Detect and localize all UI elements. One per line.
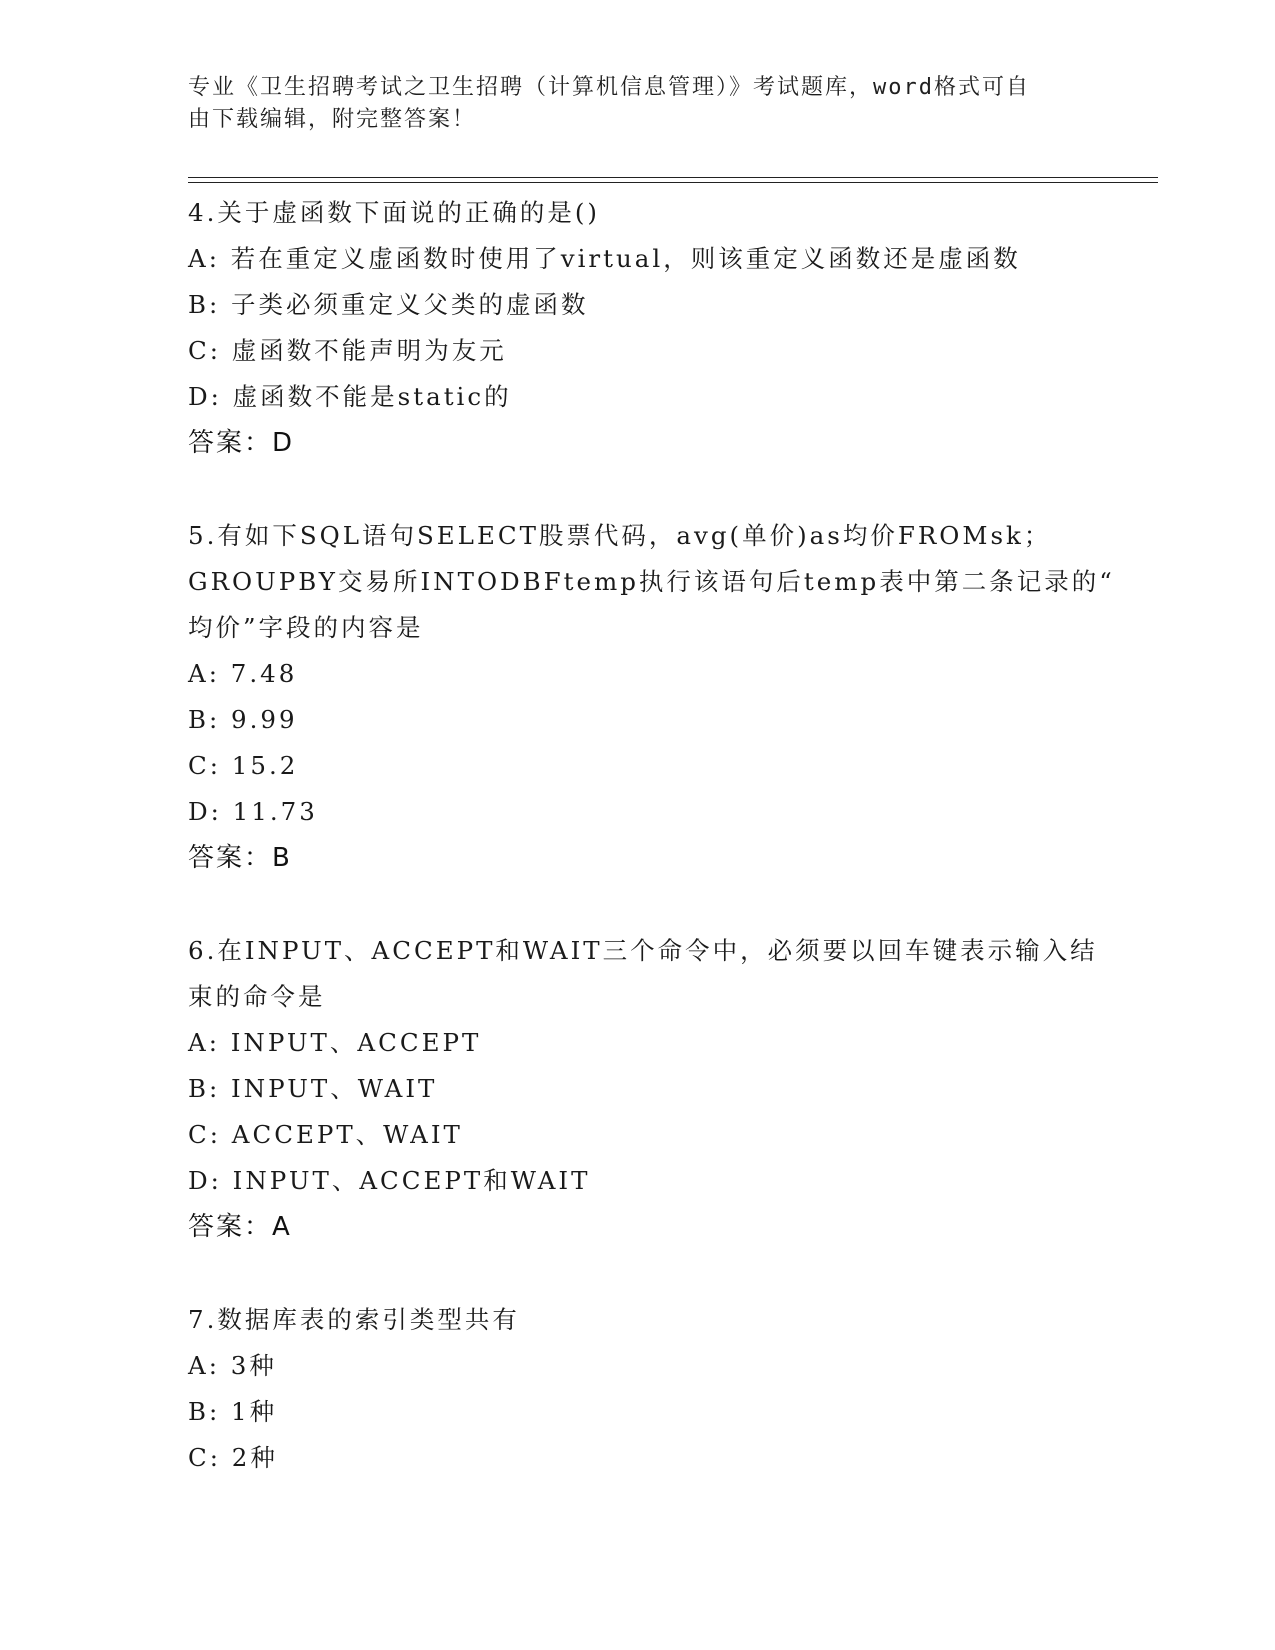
option-a: A: 7.48 <box>188 659 298 688</box>
option-c: C: 15.2 <box>188 751 299 780</box>
answer-label: 答案：D <box>188 428 295 458</box>
question-stem-line-2: GROUPBY交易所INTODBFtemp执行该语句后temp表中第二条记录的“ <box>188 567 1115 596</box>
question-stem-line-1: 5.有如下SQL语句SELECT股票代码，avg(单价)as均价FROMsk； <box>188 521 1052 550</box>
option-b: B: INPUT、WAIT <box>188 1074 438 1103</box>
question-6 <box>188 928 1098 1250</box>
option-b: B: 1种 <box>188 1397 278 1426</box>
question-stem-line-2: 束的命令是 <box>188 982 326 1011</box>
document-header <box>188 72 1068 136</box>
answer-label: 答案：B <box>188 843 292 873</box>
header-divider-bottom <box>188 182 1158 183</box>
option-d: D: 11.73 <box>188 797 318 826</box>
option-b: B: 子类必须重定义父类的虚函数 <box>188 290 589 319</box>
header-line-1: 专业《卫生招聘考试之卫生招聘（计算机信息管理）》考试题库，word格式可自 <box>188 75 1030 100</box>
option-c: C: 2种 <box>188 1443 278 1472</box>
option-c: C: ACCEPT、WAIT <box>188 1120 463 1149</box>
header-divider-top <box>188 177 1158 178</box>
option-b: B: 9.99 <box>188 705 298 734</box>
option-c: C: 虚函数不能声明为友元 <box>188 336 507 365</box>
question-stem: 4.关于虚函数下面说的正确的是() <box>188 198 600 227</box>
option-d: D: INPUT、ACCEPT和WAIT <box>188 1166 591 1195</box>
header-line-2: 由下载编辑，附完整答案！ <box>188 107 477 132</box>
question-stem: 7.数据库表的索引类型共有 <box>188 1305 520 1334</box>
option-d: D: 虚函数不能是static的 <box>188 382 512 411</box>
question-stem-line-3: 均价”字段的内容是 <box>188 613 424 642</box>
option-a: A: 3种 <box>188 1351 277 1380</box>
question-5 <box>188 513 1115 881</box>
option-a: A: INPUT、ACCEPT <box>188 1028 482 1057</box>
question-stem-line-1: 6.在INPUT、ACCEPT和WAIT三个命令中，必须要以回车键表示输入结 <box>188 936 1098 965</box>
option-a: A: 若在重定义虚函数时使用了virtual，则该重定义函数还是虚函数 <box>188 244 1021 273</box>
question-7 <box>188 1297 1088 1481</box>
question-4 <box>188 190 1088 466</box>
question-list <box>188 190 1115 1528</box>
answer-label: 答案：A <box>188 1212 292 1242</box>
